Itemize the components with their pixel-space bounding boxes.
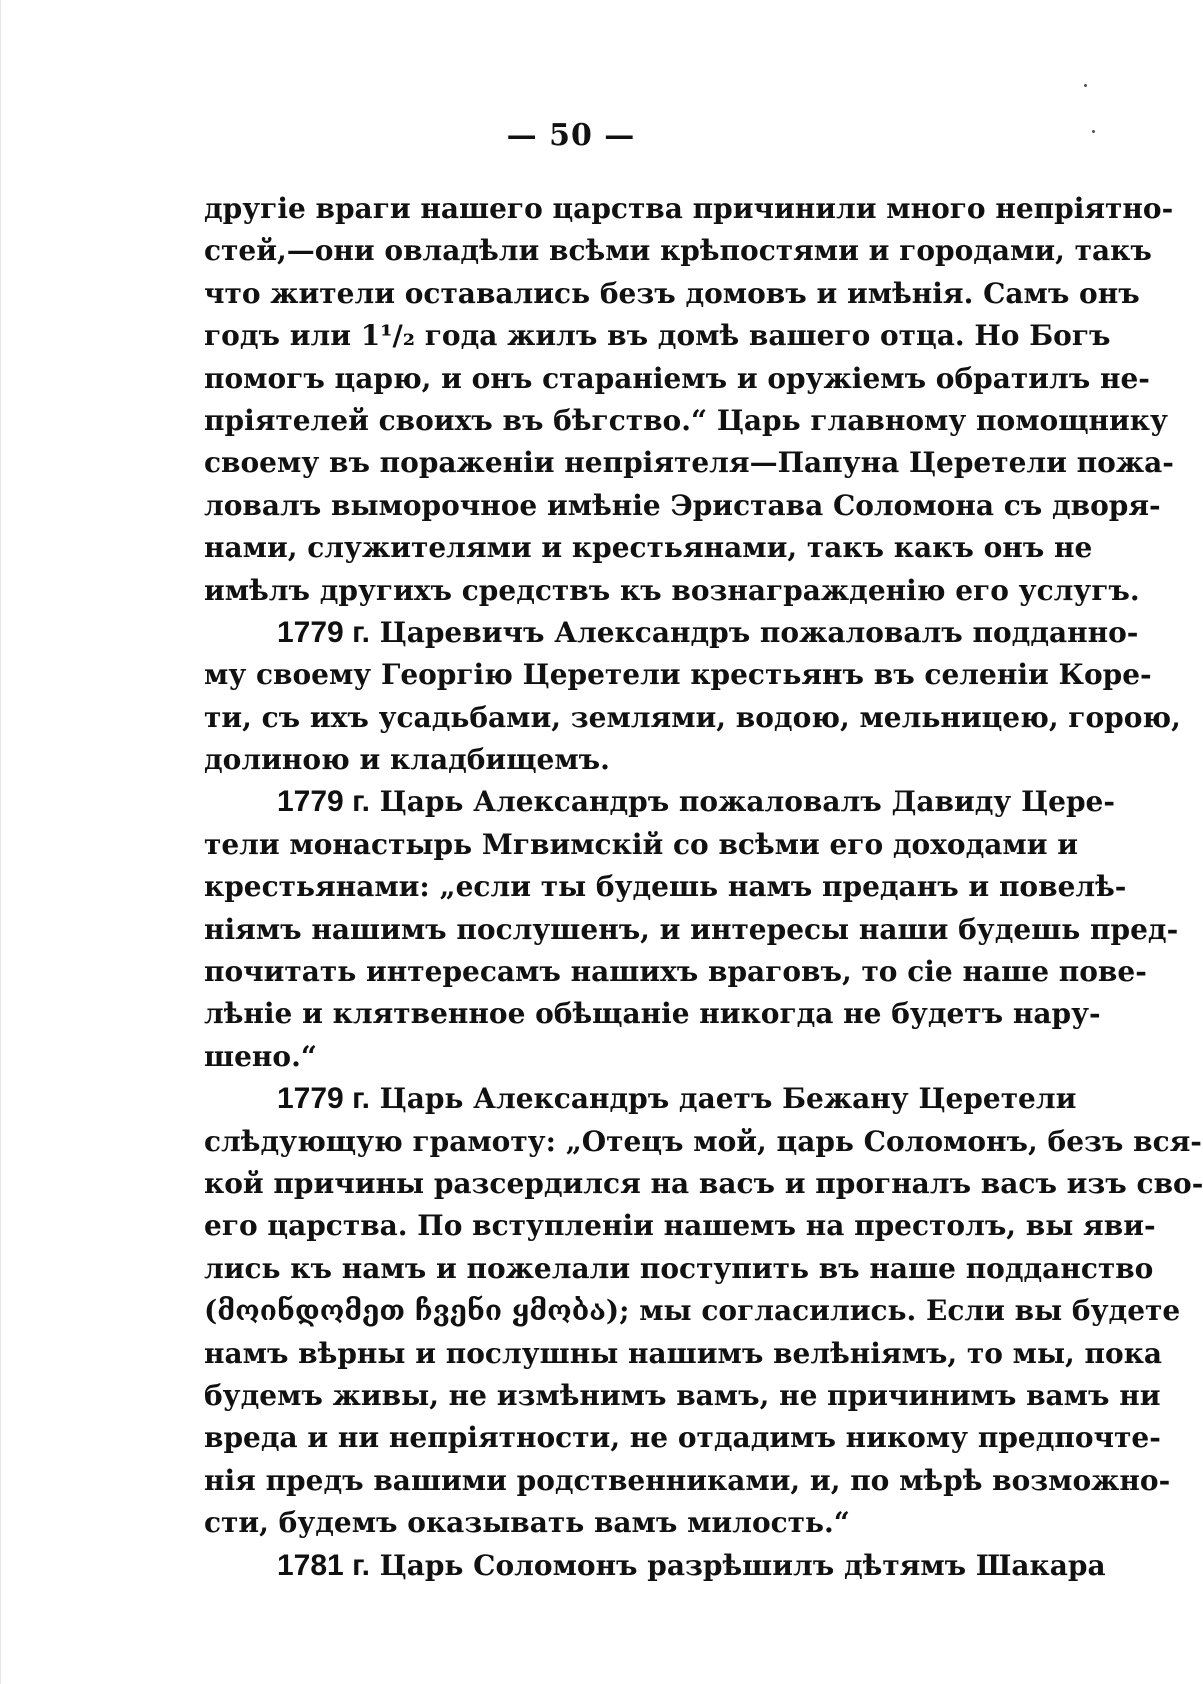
text-line: тели монастырь Мгвимскій со всѣми его доходами и bbox=[204, 827, 1078, 861]
text-line: шено.“ bbox=[204, 1039, 317, 1073]
text-line: ти, съ ихъ усадьбами, землями, водою, мельницею, горою, bbox=[204, 700, 1181, 734]
text-line: стей,—они овладѣли всѣми крѣпостями и городами, такъ bbox=[204, 234, 1152, 268]
year-label: 1781 г. bbox=[277, 1548, 370, 1582]
text-line: сти, будемъ оказывать вамъ милость.“ bbox=[204, 1506, 850, 1540]
paragraph-first-line bbox=[204, 612, 1139, 654]
text-line: крестьянами: „если ты будешь намъ преданъ и повелѣ- bbox=[204, 870, 1127, 904]
scan-speck bbox=[1084, 84, 1087, 87]
text-line: своему въ пораженіи непріятеля—Папуна Церетели пожа- bbox=[204, 446, 1174, 480]
text-line: му своему Георгію Церетели крестьянъ въ селеніи Коре- bbox=[204, 658, 1152, 692]
text-line: нія предъ вашими родственниками, и, по мѣрѣ возможно- bbox=[204, 1463, 1171, 1497]
text-line: другіе враги нашего царства причинили много непріятно- bbox=[204, 192, 1174, 225]
text-line: слѣдующую грамоту: „Отецъ мой, царь Соломонъ, безъ вся- bbox=[204, 1124, 1202, 1158]
text-line: пріятелей своихъ въ бѣгство.“ Царь главному помощнику bbox=[204, 403, 1168, 437]
text-span: Царь Александръ пожаловалъ Давиду Цере- bbox=[379, 785, 1115, 819]
page-number: — 50 — bbox=[506, 118, 636, 153]
text-line: вреда и ни непріятности, не отдадимъ никому предпочте- bbox=[204, 1421, 1161, 1455]
text-line: кой причины разсердился на васъ и прогналъ васъ изъ сво- bbox=[204, 1166, 1203, 1200]
text-span: Царь Александръ даетъ Бежану Церетели bbox=[379, 1082, 1077, 1116]
text-line: имѣлъ другихъ средствъ къ вознагражденію его услугъ. bbox=[204, 573, 1140, 607]
text-line: долиною и кладбищемъ. bbox=[204, 743, 610, 777]
paragraph-first-line bbox=[204, 1078, 1077, 1120]
text-line: (მოინდომეთ ჩვენი ყმობა); мы согласились. Если вы будете bbox=[204, 1294, 1181, 1328]
text-span: Царевичъ Александръ пожаловалъ подданно- bbox=[379, 615, 1139, 649]
text-line: будемъ живы, не измѣнимъ вамъ, не причинимъ вамъ ни bbox=[204, 1378, 1161, 1412]
text-line: годъ или 1¹/₂ года жилъ въ домѣ вашего отца. Но Богъ bbox=[204, 319, 1111, 353]
text-line: почитать интересамъ нашихъ враговъ, то сіе наше пове- bbox=[204, 955, 1147, 989]
text-line: его царства. По вступленіи нашемъ на престолъ, вы яви- bbox=[204, 1209, 1156, 1243]
text-line: помогъ царю, и онъ стараніемъ и оружіемъ обратилъ не- bbox=[204, 361, 1150, 395]
year-label: 1779 г. bbox=[277, 615, 370, 649]
text-line: ловалъ выморочное имѣніе Эриставa Соломона съ дворя- bbox=[204, 488, 1161, 522]
text-line: ніямъ нашимъ послушенъ, и интересы наши будешь пред- bbox=[204, 912, 1179, 946]
text-line: что жители оставались безъ домовъ и имѣнія. Самъ онъ bbox=[204, 276, 1140, 310]
year-label: 1779 г. bbox=[277, 785, 370, 819]
paragraph-first-line bbox=[204, 1545, 1106, 1587]
text-line: намъ вѣрны и послушны нашимъ велѣніямъ, то мы, пока bbox=[204, 1336, 1163, 1370]
text-line: нами, служителями и крестьянами, такъ какъ онъ не bbox=[204, 531, 1093, 565]
page-text bbox=[204, 188, 1203, 1587]
text-span: Царь Соломонъ разрѣшилъ дѣтямъ Шакара bbox=[379, 1548, 1106, 1582]
text-line: лѣніе и клятвенное обѣщаніе никогда не будетъ нару- bbox=[204, 997, 1101, 1031]
paragraph-first-line bbox=[204, 781, 1115, 823]
year-label: 1779 г. bbox=[277, 1082, 370, 1116]
text-line: лись къ намъ и пожелали поступить въ наше подданство bbox=[204, 1251, 1154, 1285]
scan-speck bbox=[1092, 130, 1095, 133]
